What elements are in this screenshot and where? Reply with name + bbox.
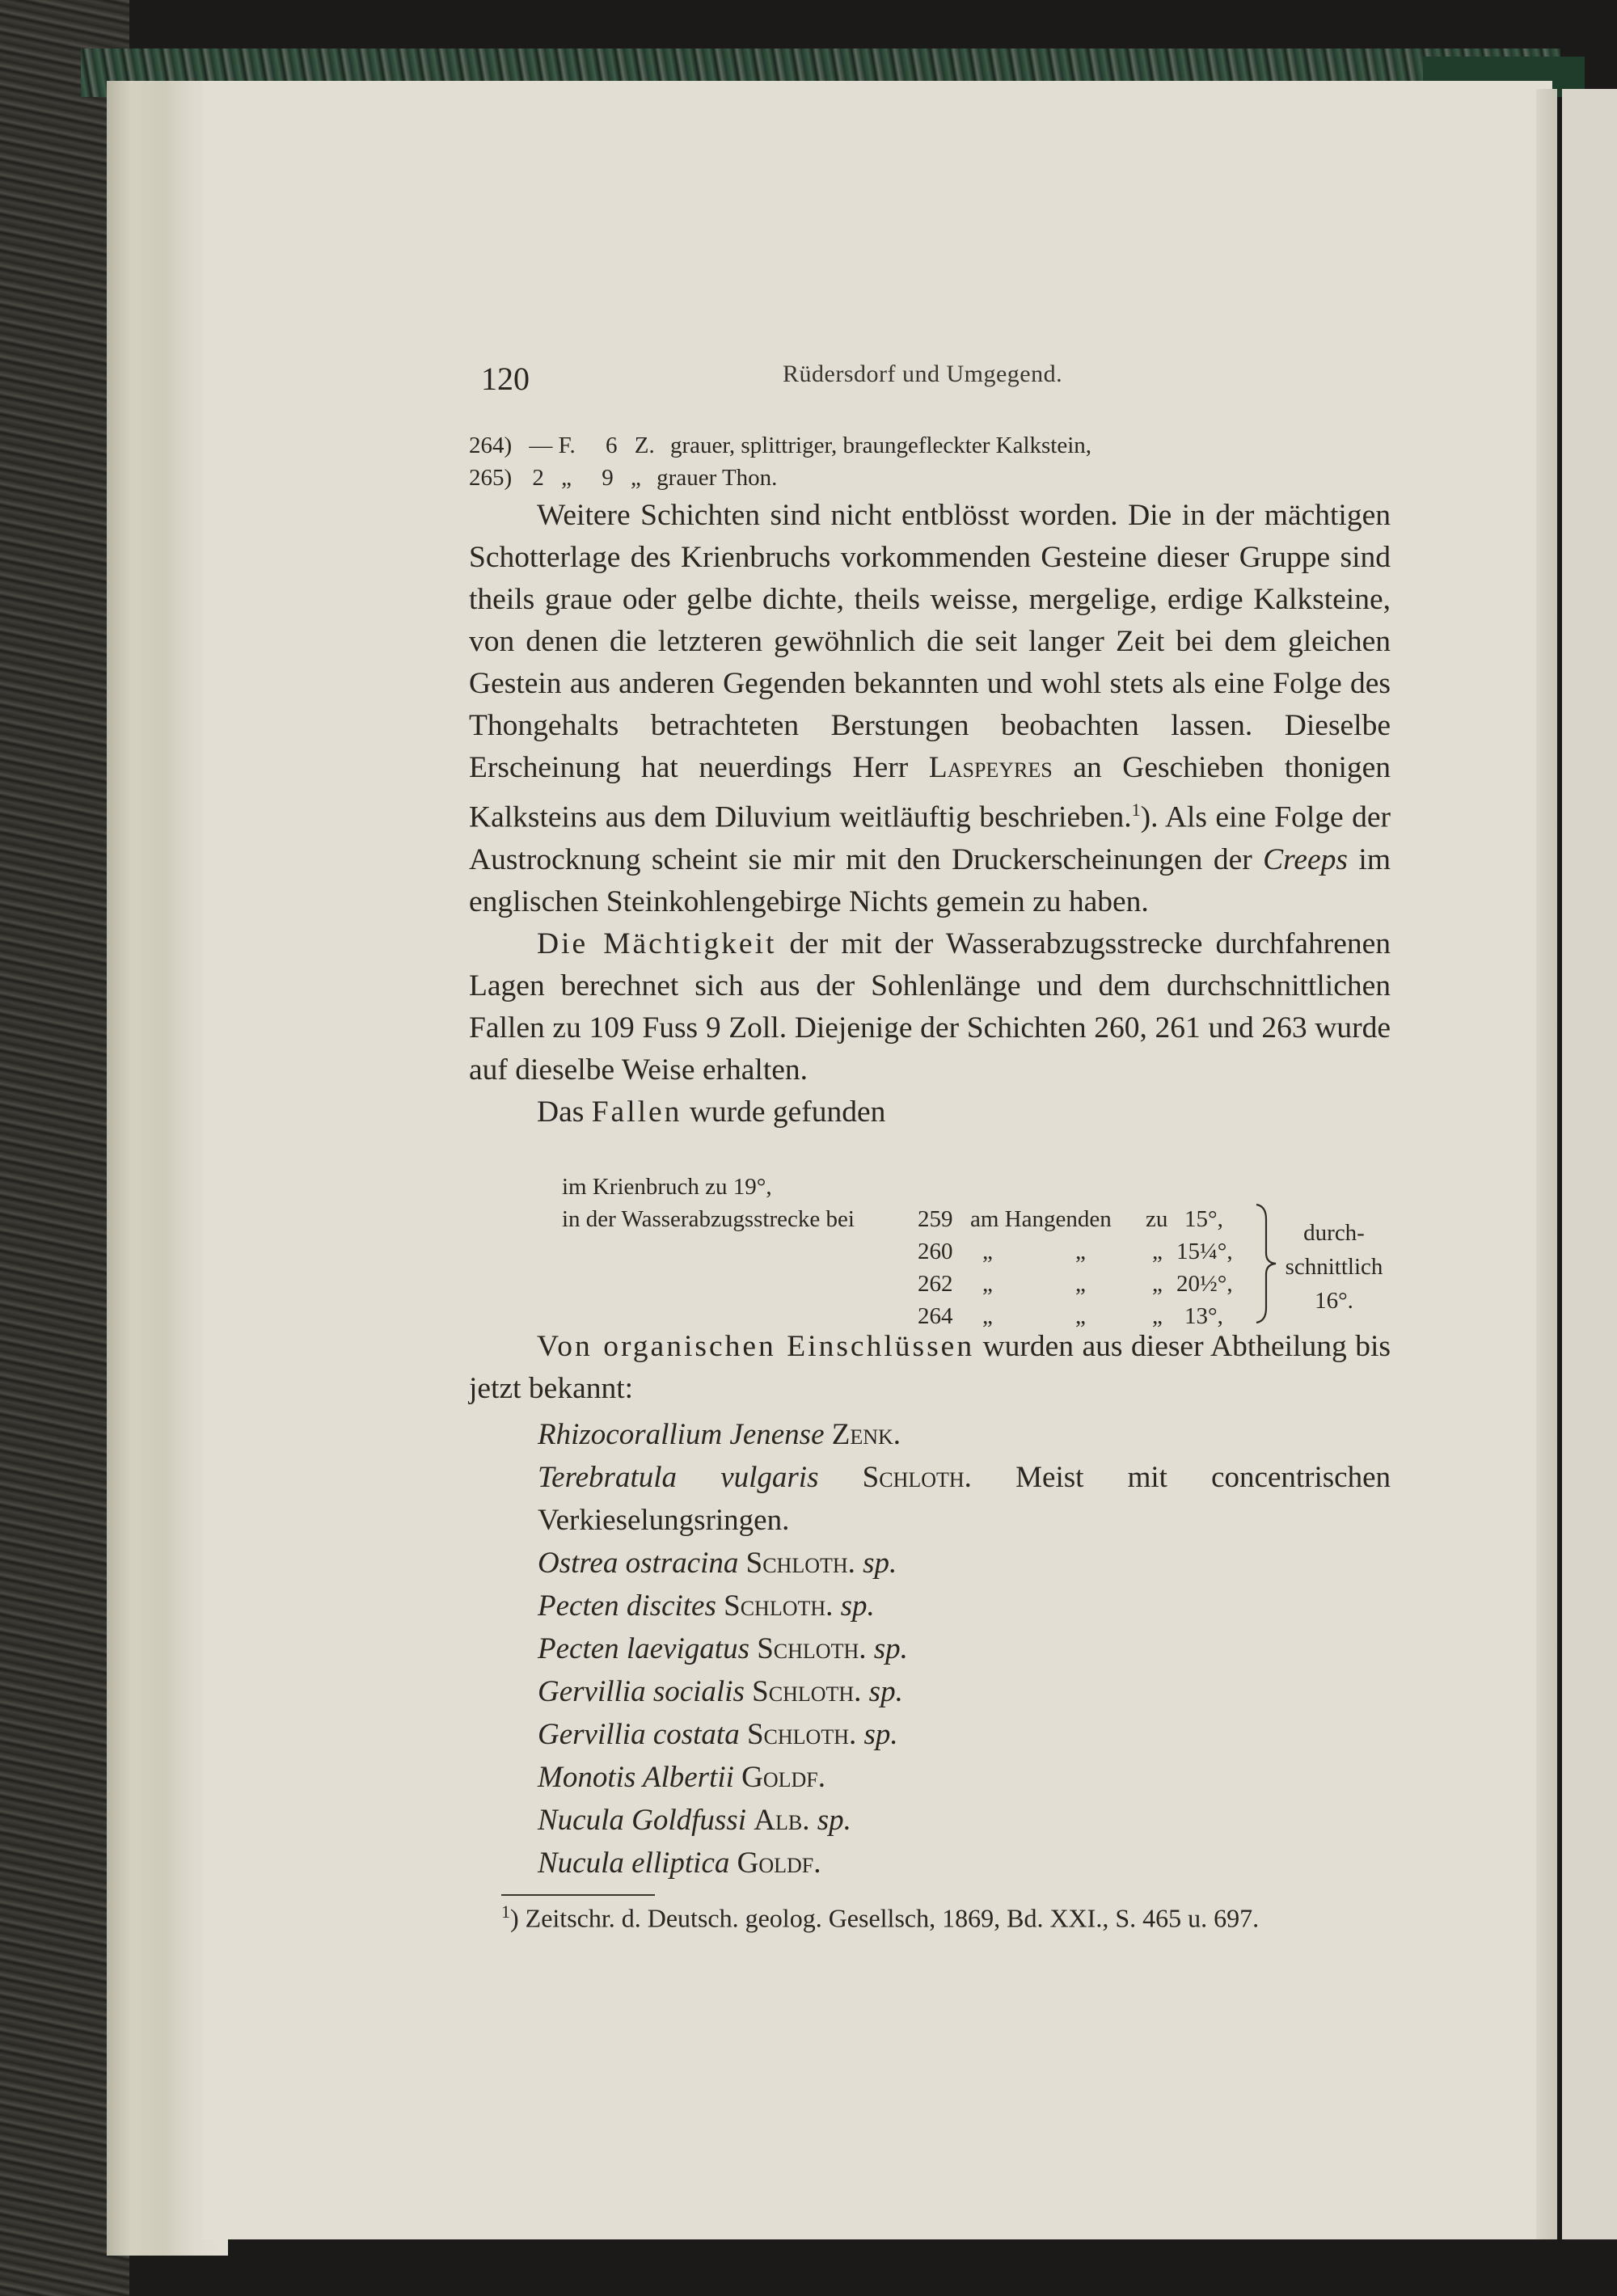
footnote-rule [501,1894,655,1896]
fossil-item: Nucula Goldfussi Alb. sp. [538,1804,851,1837]
dip-layer: 262 [918,1271,953,1297]
layer-description: grauer Thon. [657,465,778,491]
layer-unit: „ [561,465,572,491]
fossil-item: Gervillia socialis Schloth. sp. [538,1675,903,1708]
layer-line-265 [469,463,777,492]
ditto-mark: „ [982,1271,993,1297]
footnote: $^1$) Zeitschr. d. Deutsch. geolog. Gesellsch, 1869, Bd. XXI., S. 465 u. 697. [501,1901,1260,1933]
layer-unit: Z. [634,433,655,458]
fossil-item: Rhizocorallium Jenense Zenk. [538,1418,901,1451]
layer-unit: „ [631,465,641,491]
layer-thickness: 2 [532,465,544,491]
page-number: 120 [481,361,530,397]
dip-layer: 259 [918,1206,953,1232]
ditto-mark: „ [1152,1303,1163,1329]
fossil-item: Gervillia costata Schloth. sp. [538,1718,898,1751]
fossil-item: Terebratula vulgaris Schloth. Meist mit concentrischen Verkieselungsringen. [538,1461,1391,1537]
layer-number: 265) [469,465,513,491]
layer-thickness: 6 [605,433,618,458]
ditto-mark: „ [982,1239,993,1264]
layer-description: grauer, splittriger, braungefleckter Kalkstein, [669,433,1092,458]
fossil-item: Monotis Albertii Goldf. [538,1761,826,1794]
footnote-ref: 1 [1131,800,1141,820]
fossil-item: Ostrea ostracina Schloth. sp. [538,1547,897,1580]
ditto-mark: „ [1152,1271,1163,1297]
body-text [469,495,1391,1133]
ditto-mark: „ [1075,1303,1086,1329]
fossil-item: Pecten discites Schloth. sp. [538,1589,875,1623]
dip-average: durch- schnittlich 16°. [1285,1220,1383,1314]
paragraph-1: Weitere Schichten sind nicht entblösst worden. Die in der mächtigen Schotterlage des Krienbruchs vorkommenden Gesteine dieser Gruppe sind theils graue oder gelbe dichte, theils weisse, mergelige, erdige Kalksteine, von denen die letzteren gewöhnlich die seit langer Zeit bei dem gleichen Gestein aus anderen Gegenden bekannten und wohl stets als eine Folge des Thongehalts betrachteten Berstungen beobachten lassen. Dieselbe Erscheinung hat neuerdings Herr Laspeyres an Geschieben thonigen Kalksteins aus dem Diluvium weitläuftig beschrieben.$^1$). Als eine Folge der Austrocknung scheint sie mir mit den Druckerscheinungen der Creeps im englischen Steinkohlengebirge Nichts gemein zu haben. [469,499,1391,918]
author-name: Laspeyres [928,751,1053,784]
organic-intro: Von organischen Einschlüssen wurden aus dieser Abtheilung bis jetzt bekannt: [469,1330,1391,1405]
layer-number: 264) [469,433,513,458]
dip-zu: zu [1146,1206,1168,1232]
fossil-list [538,1413,1391,1884]
layer-thickness: 9 [602,465,614,491]
ditto-mark: „ [1152,1239,1163,1264]
dip-position: am Hangenden [970,1206,1112,1232]
dip-value: 15°, [1184,1206,1223,1232]
running-head: Rüdersdorf und Umgegend. [783,361,1063,387]
fall-intro: Das Fallen wurde gefunden [537,1095,886,1129]
dip-line-label: in der Wasserabzugsstrecke bei [562,1206,855,1232]
ditto-mark: „ [1075,1239,1086,1264]
ditto-mark: „ [982,1303,993,1329]
dip-line-krienbruch: im Krienbruch zu 19°, [562,1174,772,1200]
layer-line-264 [469,431,1091,460]
fossil-item: Pecten laevigatus Schloth. sp. [538,1632,908,1665]
dip-value: 13°, [1184,1303,1223,1329]
paragraph-2: Die Mächtigkeit der mit der Wasserabzugsstrecke durchfahrenen Lagen berechnet sich aus der Sohlenlänge und dem durchschnittlichen Fallen zu 109 Fuss 9 Zoll. Diejenige der Schichten 260, 261 und 263 wurde auf dieselbe Weise erhalten. [469,926,1391,1087]
curly-brace-icon [1252,1203,1281,1324]
dip-value: 20½°, [1176,1271,1233,1297]
ditto-mark: „ [1075,1271,1086,1297]
dip-value: 15¼°, [1176,1239,1233,1264]
layer-mark: — F. [529,433,576,458]
dip-layer: 260 [918,1239,953,1264]
fossil-item: Nucula elliptica Goldf. [538,1847,821,1880]
dip-layer: 264 [918,1303,953,1329]
